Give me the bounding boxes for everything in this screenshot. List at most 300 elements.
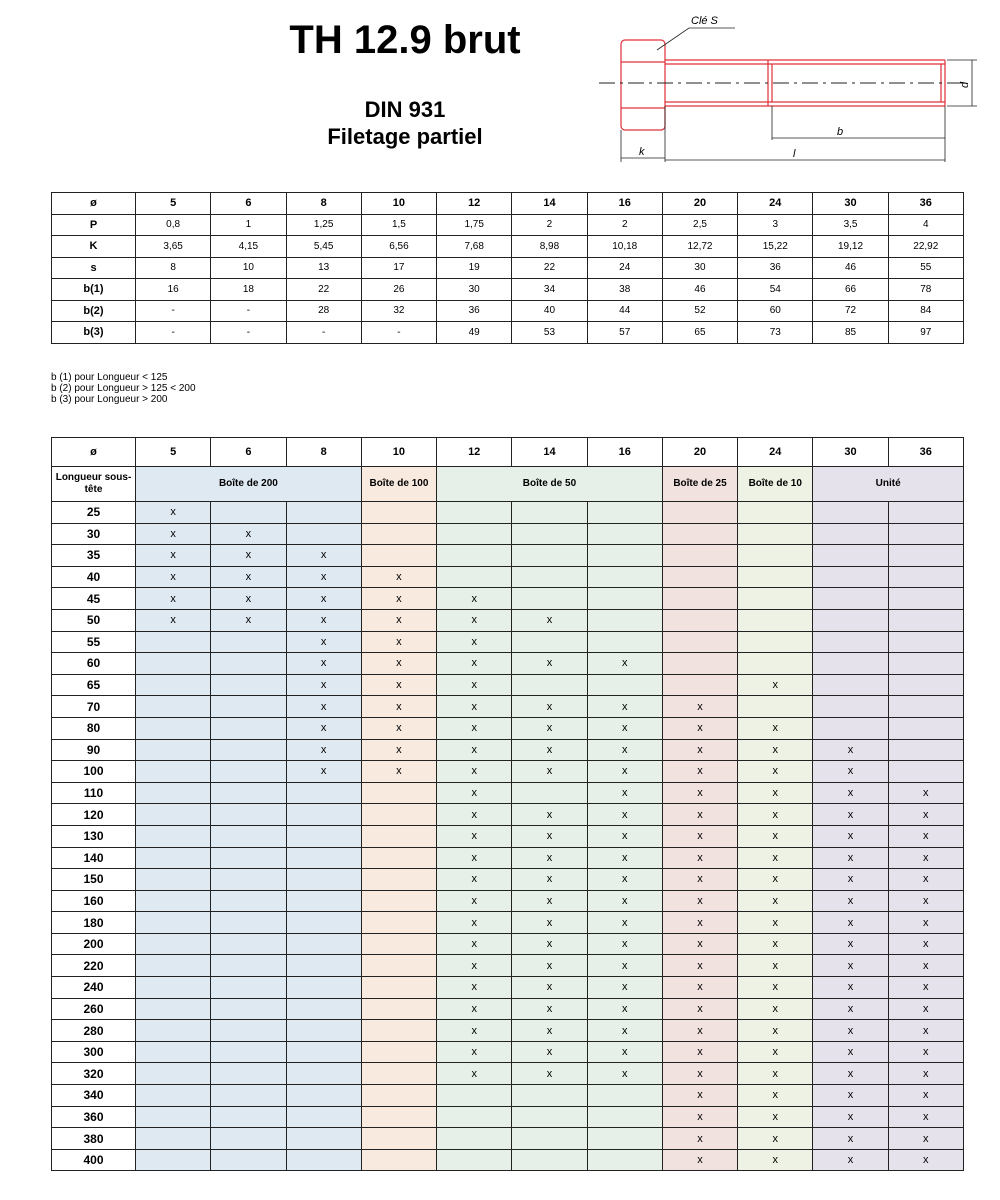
length-row (52, 502, 964, 524)
packaging-label: Boîte de 100 (361, 467, 436, 502)
spec-cell: 30 (813, 193, 888, 215)
availability-cell: x (662, 782, 737, 804)
availability-cell: x (286, 739, 361, 761)
availability-cell: x (136, 609, 211, 631)
availability-cell (286, 955, 361, 977)
availability-cell (587, 631, 662, 653)
availability-cell (286, 502, 361, 524)
availability-cell (813, 631, 888, 653)
availability-cell: x (361, 653, 436, 675)
availability-cell (286, 523, 361, 545)
availability-cell (211, 674, 286, 696)
availability-cell: x (662, 847, 737, 869)
availability-cell: x (738, 912, 813, 934)
availability-cell: x (888, 1128, 963, 1150)
spec-cell: 16 (587, 193, 662, 215)
availability-cell: x (512, 933, 587, 955)
availability-cell (136, 825, 211, 847)
availability-cell: x (437, 869, 512, 891)
length-row (52, 588, 964, 610)
availability-cell: x (888, 955, 963, 977)
availability-cell (662, 566, 737, 588)
length-row (52, 1149, 964, 1171)
availability-cell: x (437, 804, 512, 826)
availability-cell: x (738, 1085, 813, 1107)
availability-cell: x (286, 717, 361, 739)
availability-cell (361, 1149, 436, 1171)
availability-cell (813, 523, 888, 545)
availability-cell (813, 696, 888, 718)
spec-row-label: ø (52, 193, 136, 215)
availability-cell (136, 977, 211, 999)
note-b2: b (2) pour Longueur > 125 < 200 (51, 383, 196, 394)
availability-cell (587, 566, 662, 588)
diameter-header-row (52, 438, 964, 467)
length-row (52, 890, 964, 912)
availability-cell: x (512, 1041, 587, 1063)
length-row (52, 869, 964, 891)
availability-cell: x (437, 912, 512, 934)
availability-cell: x (813, 1063, 888, 1085)
availability-cell: x (738, 761, 813, 783)
availability-cell (136, 631, 211, 653)
availability-cell (286, 890, 361, 912)
availability-cell (361, 502, 436, 524)
availability-cell: x (738, 890, 813, 912)
spec-cell: 15,22 (738, 236, 813, 258)
length-value: 220 (52, 955, 136, 977)
availability-cell (512, 1149, 587, 1171)
availability-cell (286, 1020, 361, 1042)
availability-cell: x (437, 890, 512, 912)
availability-cell: x (813, 739, 888, 761)
availability-cell (587, 523, 662, 545)
availability-cell: x (136, 502, 211, 524)
availability-cell (361, 933, 436, 955)
availability-cell: x (286, 631, 361, 653)
length-row (52, 933, 964, 955)
spec-cell: 54 (738, 279, 813, 301)
length-value: 340 (52, 1085, 136, 1107)
availability-cell (813, 717, 888, 739)
diameter-label: d (959, 81, 971, 88)
availability-table (51, 437, 964, 1171)
diameter-header: 16 (587, 438, 662, 467)
diameter-header: 24 (738, 438, 813, 467)
availability-cell: x (512, 739, 587, 761)
availability-cell (888, 696, 963, 718)
availability-cell (136, 869, 211, 891)
availability-cell (286, 825, 361, 847)
availability-cell: x (738, 717, 813, 739)
availability-cell: x (662, 1085, 737, 1107)
length-row (52, 523, 964, 545)
availability-cell (361, 847, 436, 869)
spec-cell: 26 (361, 279, 436, 301)
availability-cell: x (888, 825, 963, 847)
availability-cell (136, 1128, 211, 1150)
availability-cell (211, 869, 286, 891)
availability-cell: x (662, 717, 737, 739)
availability-cell: x (738, 1020, 813, 1042)
availability-cell (813, 566, 888, 588)
availability-cell: x (662, 1041, 737, 1063)
availability-cell: x (738, 804, 813, 826)
availability-cell: x (662, 1063, 737, 1085)
availability-cell: x (813, 782, 888, 804)
availability-cell: x (286, 609, 361, 631)
availability-cell: x (813, 933, 888, 955)
availability-cell (587, 1128, 662, 1150)
thread-length-label: b (837, 126, 844, 138)
diameter-header-label: ø (52, 438, 136, 467)
length-value: 120 (52, 804, 136, 826)
availability-cell: x (738, 1149, 813, 1171)
availability-cell: x (136, 545, 211, 567)
length-row (52, 761, 964, 783)
availability-cell: x (437, 653, 512, 675)
availability-cell: x (662, 998, 737, 1020)
availability-cell: x (512, 717, 587, 739)
length-value: 25 (52, 502, 136, 524)
availability-cell: x (738, 955, 813, 977)
spec-cell: 13 (286, 257, 361, 279)
length-row (52, 653, 964, 675)
availability-cell: x (136, 588, 211, 610)
availability-cell (437, 523, 512, 545)
availability-cell: x (738, 1106, 813, 1128)
length-value: 90 (52, 739, 136, 761)
availability-cell (888, 609, 963, 631)
thread-type-label: Filetage partiel (327, 124, 483, 149)
availability-cell: x (813, 998, 888, 1020)
availability-cell: x (738, 825, 813, 847)
availability-cell: x (587, 847, 662, 869)
spec-cell: 2 (587, 214, 662, 236)
spec-cell: 65 (662, 322, 737, 344)
availability-cell: x (587, 782, 662, 804)
availability-cell: x (888, 804, 963, 826)
availability-cell (512, 782, 587, 804)
spec-cell: - (286, 322, 361, 344)
availability-cell: x (437, 717, 512, 739)
availability-cell: x (512, 890, 587, 912)
dimension-lines (621, 28, 977, 162)
availability-cell (136, 1085, 211, 1107)
availability-cell: x (662, 696, 737, 718)
spec-cell: 12 (437, 193, 512, 215)
packaging-row (52, 467, 964, 502)
spec-cell: 78 (888, 279, 963, 301)
spec-cell: 57 (587, 322, 662, 344)
availability-cell: x (662, 869, 737, 891)
spec-cell: 46 (662, 279, 737, 301)
availability-cell (211, 977, 286, 999)
spec-cell: 1,75 (437, 214, 512, 236)
availability-cell (361, 825, 436, 847)
length-row (52, 825, 964, 847)
length-row (52, 1020, 964, 1042)
availability-cell: x (888, 1085, 963, 1107)
spec-cell: 7,68 (437, 236, 512, 258)
availability-cell (136, 696, 211, 718)
availability-cell: x (738, 674, 813, 696)
length-row (52, 1106, 964, 1128)
availability-cell (361, 890, 436, 912)
availability-cell (136, 1020, 211, 1042)
availability-cell (286, 1085, 361, 1107)
availability-cell (211, 912, 286, 934)
spec-cell: 49 (437, 322, 512, 344)
spec-row-label: P (52, 214, 136, 236)
availability-cell: x (512, 912, 587, 934)
diameter-header: 12 (437, 438, 512, 467)
length-value: 40 (52, 566, 136, 588)
availability-cell: x (437, 1041, 512, 1063)
length-row (52, 545, 964, 567)
availability-cell: x (813, 912, 888, 934)
availability-cell (361, 1063, 436, 1085)
availability-cell: x (587, 912, 662, 934)
availability-cell (662, 545, 737, 567)
length-value: 160 (52, 890, 136, 912)
availability-cell (211, 717, 286, 739)
availability-cell (211, 890, 286, 912)
availability-cell: x (211, 609, 286, 631)
availability-cell (361, 804, 436, 826)
spec-cell: - (136, 300, 211, 322)
spec-cell: 22,92 (888, 236, 963, 258)
spec-row (52, 257, 964, 279)
availability-cell (512, 1128, 587, 1150)
spec-cell: 24 (587, 257, 662, 279)
spec-cell: 8 (136, 257, 211, 279)
availability-cell (361, 1041, 436, 1063)
availability-cell (738, 545, 813, 567)
availability-cell (286, 998, 361, 1020)
availability-cell: x (587, 825, 662, 847)
availability-cell: x (813, 825, 888, 847)
length-row (52, 1128, 964, 1150)
diameter-header: 8 (286, 438, 361, 467)
packaging-label: Boîte de 50 (437, 467, 663, 502)
availability-cell (437, 1128, 512, 1150)
availability-cell: x (437, 933, 512, 955)
length-row (52, 696, 964, 718)
availability-cell (512, 566, 587, 588)
spec-cell: 20 (662, 193, 737, 215)
availability-cell (286, 977, 361, 999)
availability-cell (286, 1106, 361, 1128)
length-value: 35 (52, 545, 136, 567)
spec-cell: 19,12 (813, 236, 888, 258)
length-value: 65 (52, 674, 136, 696)
availability-cell: x (286, 588, 361, 610)
availability-cell: x (587, 977, 662, 999)
availability-cell (136, 998, 211, 1020)
spec-cell: 30 (437, 279, 512, 301)
availability-cell (286, 869, 361, 891)
availability-cell (361, 912, 436, 934)
availability-cell: x (211, 588, 286, 610)
availability-cell (211, 1149, 286, 1171)
spec-row (52, 236, 964, 258)
key-size-label: Clé S (691, 15, 718, 27)
availability-cell (587, 1149, 662, 1171)
length-value: 70 (52, 696, 136, 718)
availability-cell: x (211, 545, 286, 567)
spec-cell: 73 (738, 322, 813, 344)
diameter-header: 10 (361, 438, 436, 467)
spec-cell: 38 (587, 279, 662, 301)
availability-cell: x (437, 674, 512, 696)
availability-cell (211, 933, 286, 955)
length-value: 45 (52, 588, 136, 610)
diameter-header: 6 (211, 438, 286, 467)
length-row (52, 1085, 964, 1107)
availability-cell (662, 653, 737, 675)
availability-cell: x (211, 566, 286, 588)
availability-cell (437, 1085, 512, 1107)
availability-cell: x (662, 933, 737, 955)
availability-cell (813, 674, 888, 696)
availability-cell: x (437, 1063, 512, 1085)
spec-cell: 10 (361, 193, 436, 215)
availability-cell (361, 782, 436, 804)
availability-cell: x (512, 804, 587, 826)
availability-cell: x (437, 1020, 512, 1042)
availability-cell (888, 739, 963, 761)
availability-cell: x (738, 933, 813, 955)
spec-row (52, 279, 964, 301)
availability-cell: x (437, 847, 512, 869)
length-label: l (793, 148, 796, 160)
availability-cell: x (437, 588, 512, 610)
spec-cell: - (136, 322, 211, 344)
spec-cell: - (211, 300, 286, 322)
availability-cell: x (813, 1149, 888, 1171)
availability-cell: x (211, 523, 286, 545)
length-row (52, 609, 964, 631)
spec-cell: 0,8 (136, 214, 211, 236)
availability-cell (361, 545, 436, 567)
availability-cell (136, 761, 211, 783)
availability-cell (211, 1106, 286, 1128)
availability-cell (361, 955, 436, 977)
availability-cell: x (587, 998, 662, 1020)
availability-cell: x (587, 955, 662, 977)
availability-cell (437, 1149, 512, 1171)
availability-cell: x (512, 696, 587, 718)
spec-cell: 16 (136, 279, 211, 301)
availability-cell: x (662, 955, 737, 977)
length-row (52, 566, 964, 588)
spec-table (51, 192, 964, 344)
availability-cell (286, 1063, 361, 1085)
availability-cell: x (286, 696, 361, 718)
availability-cell (888, 588, 963, 610)
length-value: 130 (52, 825, 136, 847)
availability-cell: x (361, 696, 436, 718)
availability-cell: x (286, 653, 361, 675)
availability-cell (888, 674, 963, 696)
availability-cell (136, 717, 211, 739)
spec-cell: 30 (662, 257, 737, 279)
availability-cell: x (662, 804, 737, 826)
availability-cell: x (738, 1063, 813, 1085)
availability-cell (738, 588, 813, 610)
availability-cell: x (587, 1063, 662, 1085)
availability-cell: x (813, 977, 888, 999)
note-b3: b (3) pour Longueur > 200 (51, 394, 168, 405)
availability-cell (361, 977, 436, 999)
length-value: 60 (52, 653, 136, 675)
availability-cell: x (813, 804, 888, 826)
availability-cell: x (888, 847, 963, 869)
availability-cell: x (361, 674, 436, 696)
availability-cell: x (738, 869, 813, 891)
availability-cell: x (512, 869, 587, 891)
availability-cell (888, 566, 963, 588)
spec-cell: - (361, 322, 436, 344)
availability-cell (888, 631, 963, 653)
availability-cell: x (813, 847, 888, 869)
diameter-header: 30 (813, 438, 888, 467)
spec-cell: 36 (437, 300, 512, 322)
spec-cell: 66 (813, 279, 888, 301)
spec-cell: 28 (286, 300, 361, 322)
spec-cell: 12,72 (662, 236, 737, 258)
availability-cell (361, 1020, 436, 1042)
availability-cell: x (512, 1063, 587, 1085)
spec-cell: 84 (888, 300, 963, 322)
packaging-label: Boîte de 200 (136, 467, 362, 502)
availability-cell (512, 1085, 587, 1107)
availability-cell: x (813, 955, 888, 977)
length-value: 400 (52, 1149, 136, 1171)
availability-cell (286, 1041, 361, 1063)
spec-cell: 22 (286, 279, 361, 301)
availability-cell (361, 523, 436, 545)
availability-cell: x (437, 609, 512, 631)
availability-cell (512, 631, 587, 653)
availability-cell: x (738, 977, 813, 999)
length-row (52, 912, 964, 934)
length-row (52, 1041, 964, 1063)
availability-cell: x (813, 869, 888, 891)
availability-cell (211, 653, 286, 675)
bolt-diagram (585, 10, 985, 170)
availability-cell (813, 502, 888, 524)
availability-cell (512, 588, 587, 610)
availability-cell (888, 523, 963, 545)
availability-cell (136, 1106, 211, 1128)
availability-cell: x (286, 674, 361, 696)
availability-cell (662, 523, 737, 545)
availability-cell: x (437, 782, 512, 804)
availability-cell: x (587, 717, 662, 739)
length-row (52, 847, 964, 869)
availability-cell (587, 674, 662, 696)
availability-cell: x (587, 1020, 662, 1042)
availability-cell (211, 631, 286, 653)
length-value: 110 (52, 782, 136, 804)
spec-cell: 60 (738, 300, 813, 322)
length-row (52, 804, 964, 826)
length-row (52, 1063, 964, 1085)
availability-cell (512, 1106, 587, 1128)
length-row (52, 674, 964, 696)
